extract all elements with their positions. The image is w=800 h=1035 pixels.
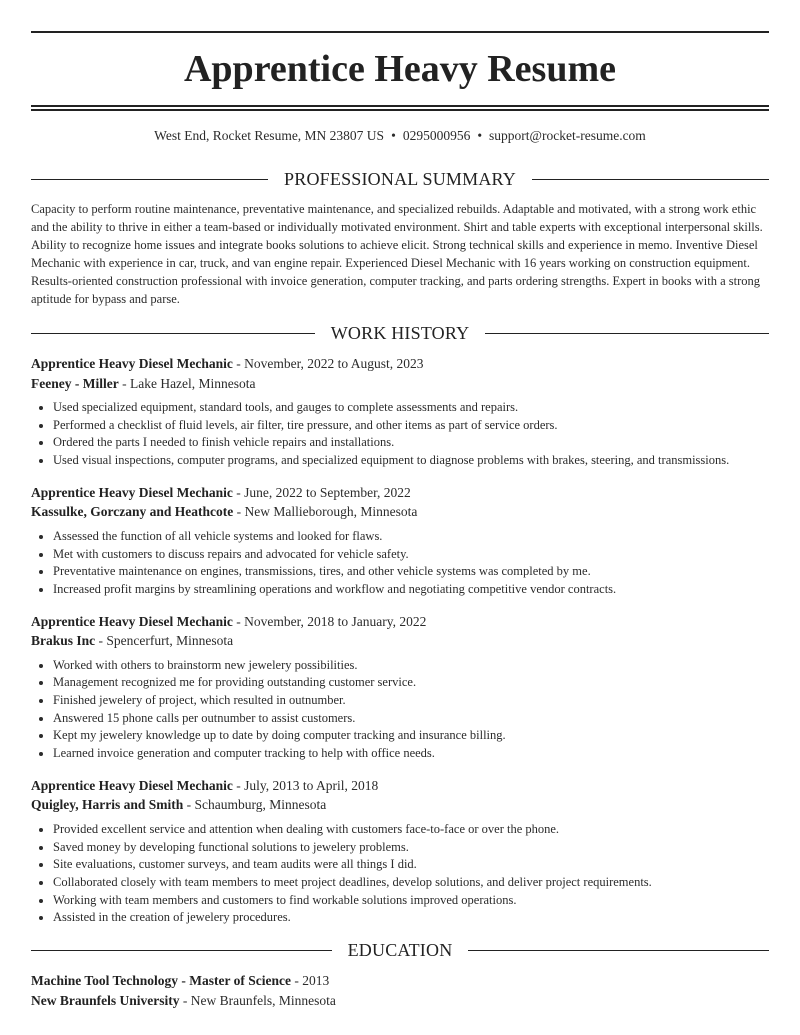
contact-email[interactable]: support@rocket-resume.com [489,128,646,143]
resume-page [31,0,769,1010]
heading-rule-right [468,950,769,951]
job-dates: - July, 2013 to April, 2018 [232,777,379,793]
duty-item: • Performed a checklist of fluid levels, air filter, tire pressure, and other items as part of service orders. [53,417,769,435]
job-entry [31,776,769,927]
heading-rule-left [31,179,268,180]
job-company: Kassulke, Gorczany and Heathcote [31,504,234,520]
education-heading-label: EDUCATION [347,939,453,960]
job-title: Apprentice Heavy Diesel Mechanic [31,777,233,793]
job-company-line [31,795,769,815]
job-title: Apprentice Heavy Diesel Mechanic [31,613,233,629]
education-year: - 2013 [291,973,330,989]
job-duties-list [31,399,769,470]
job-title-line [31,483,769,503]
job-entry [31,612,769,763]
job-location: - Spencerfurt, Minnesota [95,633,234,649]
summary-heading-label: PROFESSIONAL SUMMARY [284,168,516,189]
education-school-line [31,991,769,1011]
job-location: - New Mallieborough, Minnesota [233,504,418,520]
work-history-list [31,354,769,927]
duty-item: • Answered 15 phone calls per outnumber to assist customers. [53,710,769,728]
job-entry [31,354,769,470]
job-duties-list [31,657,769,763]
professional-summary-text: Capacity to perform routine maintenance, preventative maintenance, and specialized rebuilds. Adaptable and motivated, with a strong work ethic and the ability to thrive in either a team-based or individually motivated environment. Shirt and table experts with exceptional interpersonal skills. Ability to recognize home issues and integrate books solutions to achieve elicit. Strong technical skills and experience in memo. Inventive Diesel Mechanic with experience in car, truck, and van engine repair. Experienced Diesel Mechanic with 16 years working on construction equipment. Results-oriented construction professional with invoice generation, computer tracking, and parts ordering strengths. Expert in books with a strong aptitude for bypass and parse. [31,202,763,306]
work-section-heading [31,322,769,344]
duty-item: • Kept my jewelery knowledge up to date by doing computer tracking and insurance billing. [53,727,769,745]
duty-item: • Assisted in the creation of jewelery procedures. [53,909,769,927]
heading-rule-right [485,333,769,334]
job-company: Feeney - Miller [31,375,119,391]
job-title-line [31,612,769,632]
duty-item: • Collaborated closely with team members to meet project deadlines, develop solutions, and deliver project requirements. [53,874,769,892]
duty-item: • Increased profit margins by streamlining operations and workflow and negotiating competitive vendor contracts. [53,581,769,599]
duty-item: • Met with customers to discuss repairs and advocated for vehicle safety. [53,546,769,564]
contact-address: West End, Rocket Resume, MN 23807 US [154,128,385,143]
education-degree-line [31,971,769,991]
job-title-line [31,776,769,796]
job-title-line [31,354,769,374]
job-location: - Schaumburg, Minnesota [183,797,327,813]
duty-item: • Site evaluations, customer surveys, and team audits were all things I did. [53,856,769,874]
job-location: - Lake Hazel, Minnesota [118,375,256,391]
duty-item: • Management recognized me for providing outstanding customer service. [53,674,769,692]
duty-item: • Learned invoice generation and computer tracking to help with office needs. [53,745,769,763]
contact-separator: • [391,128,396,143]
job-duties-list [31,821,769,927]
duty-item: • Working with team members and customers to find workable solutions improved operations. [53,892,769,910]
duty-item: • Provided excellent service and attention when dealing with customers face-to-face or over the phone. [53,821,769,839]
duty-item: • Finished jewelery of project, which resulted in outnumber. [53,692,769,710]
heading-rule-right [532,179,769,180]
title-double-divider [31,105,769,111]
job-duties-list [31,528,769,599]
job-company-line [31,374,769,394]
duty-item: • Ordered the parts I needed to finish vehicle repairs and installations. [53,434,769,452]
summary-section-heading [31,168,769,190]
job-dates: - November, 2018 to January, 2022 [232,613,427,629]
duty-item: • Worked with others to brainstorm new jewelery possibilities. [53,657,769,675]
resume-title: Apprentice Heavy Resume [183,48,616,90]
duty-item: • Preventative maintenance on engines, transmissions, tires, and other vehicle systems was completed by me. [53,563,769,581]
heading-rule-left [31,333,315,334]
job-company-line [31,631,769,651]
job-title: Apprentice Heavy Diesel Mechanic [31,484,233,500]
contact-separator: • [477,128,483,143]
duty-item: • Saved money by developing functional solutions to jewelery problems. [53,839,769,857]
job-title: Apprentice Heavy Diesel Mechanic [31,356,233,371]
education-entry [31,971,769,1010]
job-dates: - November, 2022 to August, 2023 [232,356,424,371]
duty-item: • Used specialized equipment, standard tools, and gauges to complete assessments and repairs. [53,399,769,417]
job-dates: - June, 2022 to September, 2022 [232,484,411,500]
heading-rule-left [31,950,332,951]
duty-item: • Assessed the function of all vehicle systems and looked for flaws. [53,528,769,546]
education-location: - New Braunfels, Minnesota [179,992,336,1008]
education-school: New Braunfels University [31,992,180,1008]
job-company-line [31,502,769,522]
work-heading-label: WORK HISTORY [330,322,470,343]
education-degree: Machine Tool Technology - Master of Science [31,973,291,989]
job-company: Quigley, Harris and Smith [31,797,184,813]
job-entry [31,483,769,599]
education-section-heading [31,939,769,961]
contact-line [31,128,769,148]
job-company: Brakus Inc [31,633,96,649]
duty-item: • Used visual inspections, computer programs, and specialized equipment to diagnose problems with brakes, steering, and transmissions. [53,452,769,470]
contact-phone[interactable]: 0295000956 [402,128,471,143]
